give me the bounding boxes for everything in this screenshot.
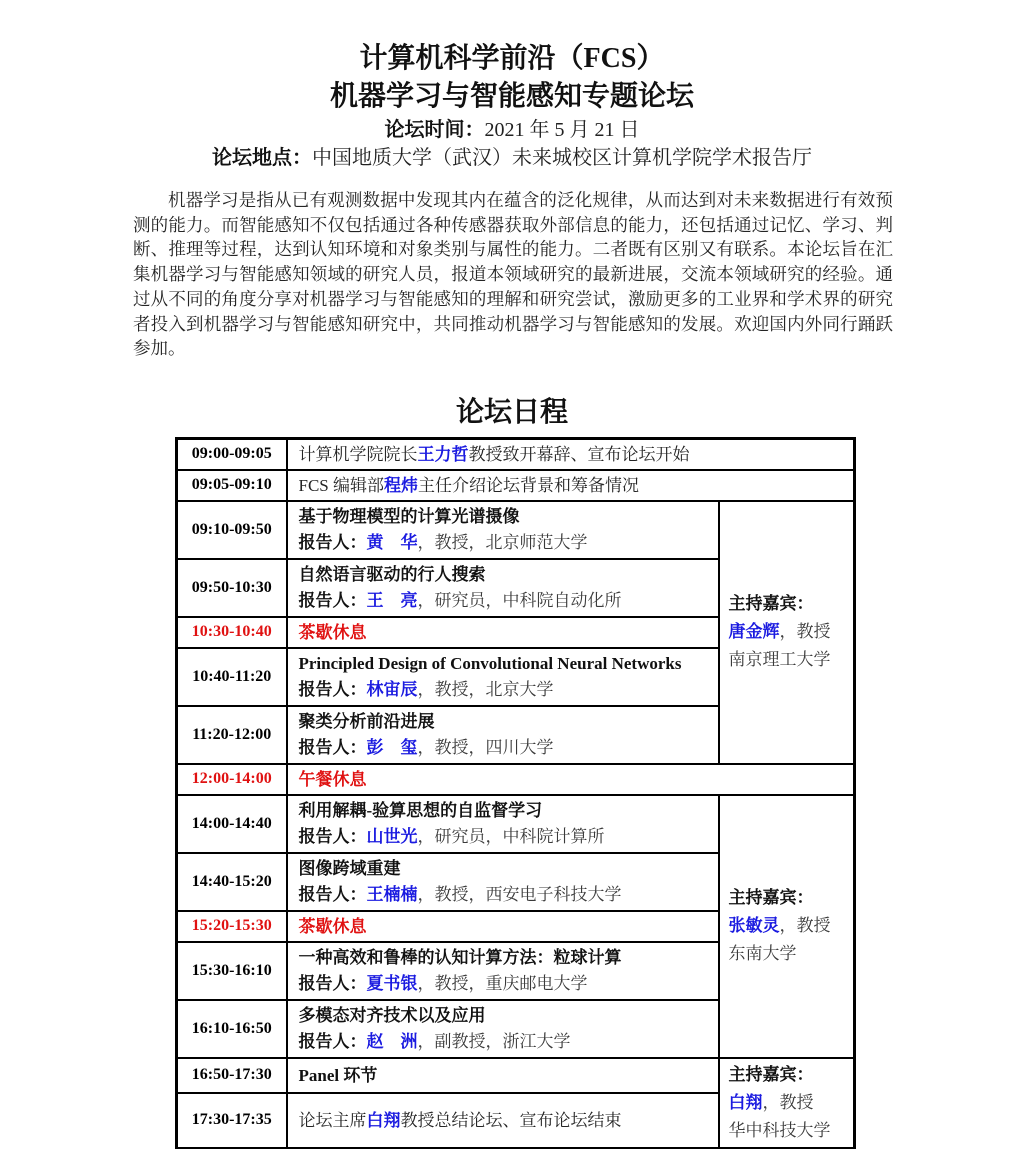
host-organization: 南京理工大学 <box>728 650 831 670</box>
break-cell <box>287 911 719 942</box>
person-name: 白翔 <box>366 1110 401 1130</box>
speaker-label: 报告人： <box>298 532 367 552</box>
talk-cell <box>287 1000 719 1058</box>
time-cell: 09:05-09:10 <box>177 470 287 501</box>
talk-title: 利用解耦-验算思想的自监督学习 <box>298 800 543 820</box>
speaker-line <box>299 530 707 556</box>
speaker-line <box>299 735 707 761</box>
time-cell: 09:50-10:30 <box>177 559 287 617</box>
talk-title: 聚类分析前沿进展 <box>298 711 435 731</box>
speaker-line <box>299 1029 707 1055</box>
speaker-affiliation: ，教授，北京大学 <box>417 679 554 699</box>
session-text-pre: 论坛主席 <box>298 1110 367 1130</box>
speaker-name: 林宙辰 <box>366 679 418 699</box>
break-text: 茶歇休息 <box>298 622 367 642</box>
session-cell <box>287 438 855 470</box>
panel-text: Panel 环节 <box>298 1065 378 1085</box>
talk-cell <box>287 795 719 853</box>
host-name-line <box>729 1089 845 1117</box>
host-name-line <box>729 618 845 646</box>
agenda-row-lunch-break <box>177 764 855 795</box>
speaker-affiliation: ，教授，四川大学 <box>417 737 554 757</box>
person-name: 程炜 <box>384 475 418 495</box>
host-label: 主持嘉宾： <box>728 888 814 908</box>
talk-title: 图像跨域重建 <box>298 858 401 878</box>
speaker-line <box>299 824 707 850</box>
host-cell-afternoon <box>719 795 855 1058</box>
speaker-name: 王 亮 <box>366 590 418 610</box>
time-cell: 15:20-15:30 <box>177 911 287 942</box>
host-organization: 华中科技大学 <box>728 1120 831 1140</box>
time-cell: 15:30-16:10 <box>177 942 287 1000</box>
session-text-post: 主任介绍论坛背景和筹备情况 <box>418 475 639 495</box>
talk-cell <box>287 648 719 706</box>
speaker-label: 报告人： <box>298 826 367 846</box>
host-name-line <box>729 912 845 940</box>
host-label: 主持嘉宾： <box>728 594 814 614</box>
speaker-affiliation: ，研究员，中科院计算所 <box>417 826 605 846</box>
agenda-row-panel <box>177 1058 855 1093</box>
agenda-row-talk <box>177 795 855 853</box>
forum-venue-label: 论坛地点： <box>212 147 312 169</box>
time-cell: 09:10-09:50 <box>177 501 287 559</box>
agenda-row-talk <box>177 501 855 559</box>
speaker-label: 报告人： <box>298 1031 367 1051</box>
session-text-post: 教授总结论坛、宣布论坛结束 <box>400 1110 622 1130</box>
speaker-line <box>299 882 707 908</box>
session-text-pre: FCS 编辑部 <box>298 475 384 495</box>
speaker-label: 报告人： <box>298 737 367 757</box>
talk-cell <box>287 942 719 1000</box>
session-cell <box>287 470 855 501</box>
talk-cell <box>287 706 719 764</box>
host-title: ，教授 <box>762 1092 814 1112</box>
host-name: 张敏灵 <box>728 916 780 936</box>
time-cell: 09:00-09:05 <box>177 438 287 470</box>
speaker-affiliation: ，副教授，浙江大学 <box>417 1031 571 1051</box>
host-title: ，教授 <box>779 622 831 642</box>
host-cell-morning <box>719 501 855 764</box>
agenda-heading: 论坛日程 <box>455 396 568 428</box>
speaker-affiliation: ，教授，重庆邮电大学 <box>417 973 588 993</box>
speaker-name: 王楠楠 <box>366 884 418 904</box>
forum-time-line <box>0 116 1024 144</box>
speaker-line <box>299 971 707 997</box>
host-title: ，教授 <box>779 916 831 936</box>
time-cell: 10:40-11:20 <box>177 648 287 706</box>
session-text-post: 教授致开幕辞、宣布论坛开始 <box>468 444 690 464</box>
forum-time-value: 2021 年 5 月 21 日 <box>484 119 640 141</box>
speaker-label: 报告人： <box>298 884 367 904</box>
time-cell: 14:00-14:40 <box>177 795 287 853</box>
host-name: 唐金辉 <box>728 622 780 642</box>
speaker-label: 报告人： <box>298 590 367 610</box>
doc-title-line2: 机器学习与智能感知专题论坛 <box>329 81 694 112</box>
speaker-name: 彭 玺 <box>366 737 418 757</box>
speaker-name: 黄 华 <box>366 532 418 552</box>
talk-cell <box>287 559 719 617</box>
speaker-label: 报告人： <box>298 973 367 993</box>
forum-venue-value: 中国地质大学（武汉）未来城校区计算机学院学术报告厅 <box>312 147 812 169</box>
speaker-affiliation: ，教授，西安电子科技大学 <box>417 884 622 904</box>
break-cell <box>287 617 719 648</box>
talk-title: Principled Design of Convolutional Neural Networks <box>298 653 682 673</box>
talk-cell <box>287 853 719 911</box>
talk-title: 自然语言驱动的行人搜索 <box>298 564 486 584</box>
speaker-label: 报告人： <box>298 679 367 699</box>
forum-time-label: 论坛时间： <box>384 119 485 141</box>
time-cell: 12:00-14:00 <box>177 764 287 795</box>
break-text: 午餐休息 <box>298 769 367 789</box>
host-organization: 东南大学 <box>728 944 797 964</box>
speaker-line <box>299 588 707 614</box>
speaker-name: 夏书银 <box>366 973 418 993</box>
intro-paragraph: 机器学习是指从已有观测数据中发现其内在蕴含的泛化规律，从而达到对未来数据进行有效预测的能力。而智能感知不仅包括通过各种传感器获取外部信息的能力，还包括通过记忆、学习、判断、推理等过程，达到认知环境和对象类别与属性的能力。二者既有区别又有联系。本论坛旨在汇集机器学习与智能感知领域的研究人员，报道本领域研究的最新进展，交流本领域研究的经验。通过从不同的角度分享对机器学习与智能感知的理解和研究尝试，激励更多的工业界和学术界的研究者投入到机器学习与智能感知研究中，共同推动机器学习与智能感知的发展。欢迎国内外同行踊跃参加。 <box>133 190 893 359</box>
time-cell: 16:10-16:50 <box>177 1000 287 1058</box>
agenda-row-editorial-intro <box>177 470 855 501</box>
talk-title: 基于物理模型的计算光谱摄像 <box>298 506 520 526</box>
break-text: 茶歇休息 <box>298 916 367 936</box>
break-cell <box>287 764 855 795</box>
time-cell: 11:20-12:00 <box>177 706 287 764</box>
doc-title-line1: 计算机科学前沿（FCS） <box>359 43 665 74</box>
time-cell: 17:30-17:35 <box>177 1093 287 1149</box>
session-text-pre: 计算机学院院长 <box>298 444 418 464</box>
speaker-line <box>299 677 707 703</box>
time-cell: 14:40-15:20 <box>177 853 287 911</box>
speaker-name: 山世光 <box>366 826 418 846</box>
talk-cell <box>287 501 719 559</box>
host-label: 主持嘉宾： <box>728 1064 814 1084</box>
speaker-affiliation: ，教授，北京师范大学 <box>417 532 588 552</box>
speaker-name: 赵 洲 <box>366 1031 418 1051</box>
talk-title: 多模态对齐技术以及应用 <box>298 1005 486 1025</box>
agenda-row-opening <box>177 438 855 470</box>
forum-venue-line <box>0 144 1024 172</box>
time-cell: 10:30-10:40 <box>177 617 287 648</box>
person-name: 王力哲 <box>417 444 469 464</box>
host-cell-closing <box>719 1058 855 1149</box>
session-cell <box>287 1093 719 1149</box>
talk-title: 一种高效和鲁棒的认知计算方法：粒球计算 <box>298 947 622 967</box>
speaker-affiliation: ，研究员，中科院自动化所 <box>417 590 622 610</box>
panel-cell <box>287 1058 719 1093</box>
time-cell: 16:50-17:30 <box>177 1058 287 1093</box>
host-name: 白翔 <box>728 1092 763 1112</box>
agenda-table <box>175 437 856 1149</box>
